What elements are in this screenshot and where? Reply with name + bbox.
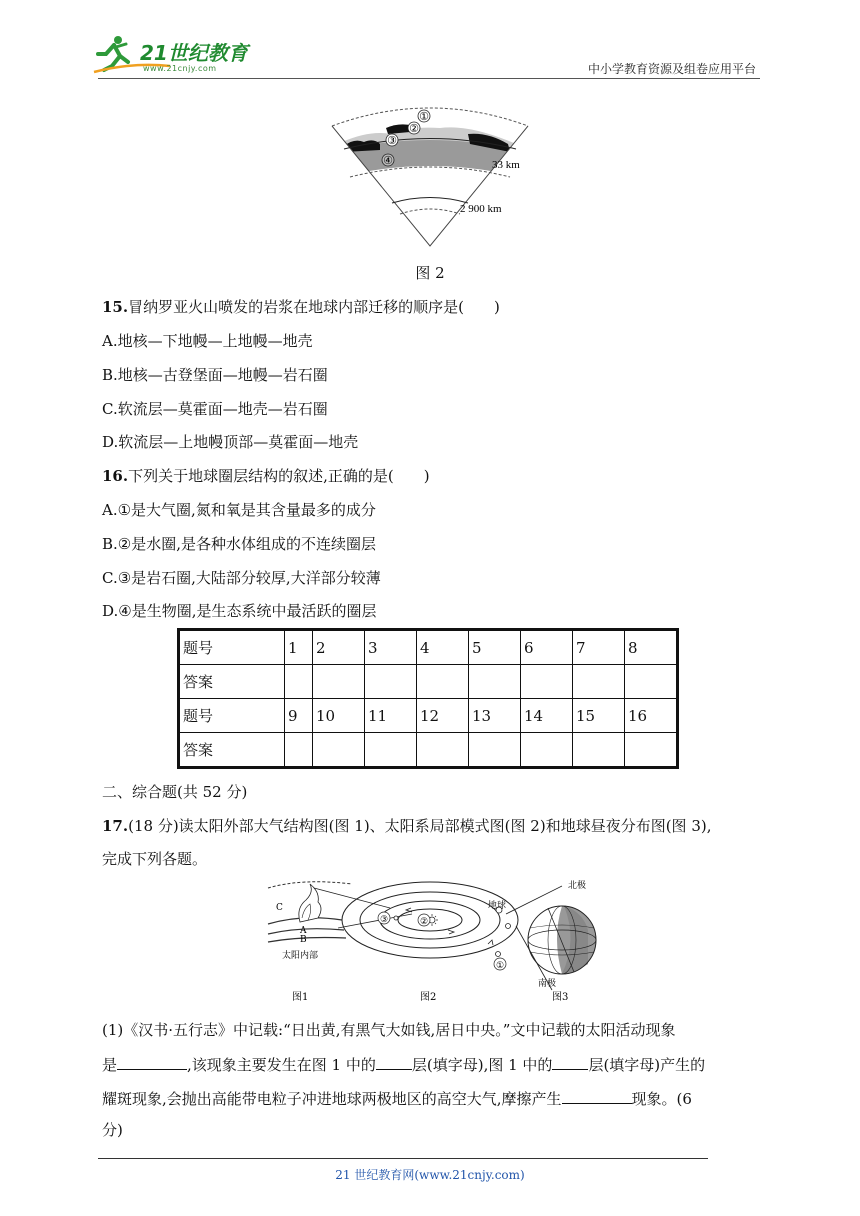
point-1-label: ① xyxy=(495,961,505,971)
q15-option-b: B.地核—古登堡面—地幔—岩石圈 xyxy=(102,366,328,384)
figure1-caption: 图1 xyxy=(292,992,309,1003)
depth-33-label: 33 km xyxy=(492,159,520,171)
question-number-cell: 13 xyxy=(469,699,521,733)
footer-text[interactable]: 21 世纪教育网(www.21cnjy.com) xyxy=(335,1168,525,1182)
answer-cell[interactable] xyxy=(625,733,678,768)
logo-text: 21世纪教育 xyxy=(140,41,248,65)
answer-cell[interactable] xyxy=(285,665,313,699)
label-south-pole: 南极 xyxy=(538,979,557,989)
question-number-cell: 2 xyxy=(313,630,365,665)
question-number-cell: 8 xyxy=(625,630,678,665)
q16-number: 16. xyxy=(102,467,129,485)
question-number-cell: 14 xyxy=(521,699,573,733)
answer-cell[interactable] xyxy=(521,733,573,768)
answer-cell[interactable] xyxy=(365,733,417,768)
q15-number: 15. xyxy=(102,298,129,316)
header-divider xyxy=(98,78,760,79)
question-number-cell: 7 xyxy=(573,630,625,665)
q17-number: 17. xyxy=(102,817,129,835)
answer-blank-1[interactable] xyxy=(117,1053,187,1070)
q17-sub1-text-e: 耀斑现象,会抛出高能带电粒子冲进地球两极地区的高空大气,摩擦产生 xyxy=(102,1090,562,1108)
answer-cell[interactable] xyxy=(521,665,573,699)
question-number-cell: 11 xyxy=(365,699,417,733)
depth-2900-label: 2 900 km xyxy=(460,203,502,215)
answer-blank-2[interactable] xyxy=(376,1053,412,1070)
question-number-cell: 1 xyxy=(285,630,313,665)
answer-table xyxy=(177,628,679,769)
figure2-sub-caption: 图2 xyxy=(420,992,437,1003)
row-label-question-number: 题号 xyxy=(179,630,285,665)
q15-stem xyxy=(102,297,500,317)
answer-cell[interactable] xyxy=(573,733,625,768)
q17-intro-line1 xyxy=(102,816,712,836)
layer-label-3-text: ③ xyxy=(387,134,397,147)
row-label-answer: 答案 xyxy=(179,665,285,699)
label-north-pole: 北极 xyxy=(568,881,587,891)
q17-sub1-line4: 分) xyxy=(102,1121,123,1139)
logo-url: www.21cnjy.com xyxy=(143,64,217,73)
q17-sub1-text-d: 层(填字母)产生的 xyxy=(588,1056,706,1074)
question-number-cell: 5 xyxy=(469,630,521,665)
answer-cell[interactable] xyxy=(313,665,365,699)
q16-option-d: D.④是生物圈,是生态系统中最活跃的圈层 xyxy=(102,602,377,620)
answer-cell[interactable] xyxy=(417,665,469,699)
question-number-cell: 15 xyxy=(573,699,625,733)
label-b: B xyxy=(300,935,307,945)
page-header xyxy=(0,0,860,80)
earth-layers-figure xyxy=(330,104,530,249)
table-row xyxy=(179,665,678,699)
figure3-caption: 图3 xyxy=(552,992,569,1003)
table-row xyxy=(179,699,678,733)
answer-cell[interactable] xyxy=(417,733,469,768)
q17-intro-line2: 完成下列各题。 xyxy=(102,850,208,868)
answer-cell[interactable] xyxy=(365,665,417,699)
question-number-cell: 10 xyxy=(313,699,365,733)
solar-system-diagram xyxy=(342,882,518,971)
layer-label-2-text: ② xyxy=(409,122,419,135)
q17-sub1-text-c: 层(填字母),图 1 中的 xyxy=(411,1056,553,1074)
answer-cell[interactable] xyxy=(625,665,678,699)
answer-blank-4[interactable] xyxy=(562,1087,632,1104)
q15-option-c: C.软流层—莫霍面—地壳—岩石圈 xyxy=(102,400,328,418)
q15-option-a: A.地核—下地幔—上地幔—地壳 xyxy=(102,332,313,350)
question-number-cell: 9 xyxy=(285,699,313,733)
table-row xyxy=(179,733,678,768)
q17-sub1-line1: (1)《汉书·五行志》中记载:“日出黄,有黑气大如钱,居日中央。”文中记载的太阳活动现象 xyxy=(102,1021,676,1039)
footer-divider xyxy=(98,1158,708,1159)
question-number-cell: 4 xyxy=(417,630,469,665)
row-label-question-number: 题号 xyxy=(179,699,285,733)
earth-day-night-diagram xyxy=(506,879,596,990)
layer-label-1-text: ① xyxy=(419,110,429,123)
answer-cell[interactable] xyxy=(285,733,313,768)
question-number-cell: 12 xyxy=(417,699,469,733)
point-3-label: ③ xyxy=(379,915,389,925)
q15-option-d: D.软流层—上地幔顶部—莫霍面—地壳 xyxy=(102,433,359,451)
layer-label-4-text: ④ xyxy=(383,154,393,167)
question-number-cell: 6 xyxy=(521,630,573,665)
q17-sub1-line2 xyxy=(102,1053,705,1075)
q17-intro-text: (18 分)读太阳外部大气结构图(图 1)、太阳系局部模式图(图 2)和地球昼夜分布图(图 3), xyxy=(128,817,712,835)
answer-cell[interactable] xyxy=(469,665,521,699)
answer-blank-3[interactable] xyxy=(552,1053,588,1070)
header-platform-text: 中小学教育资源及组卷应用平台 xyxy=(587,62,756,76)
label-a: A xyxy=(300,926,307,936)
row-label-answer: 答案 xyxy=(179,733,285,768)
label-c: C xyxy=(276,903,283,913)
label-earth: 地球 xyxy=(488,901,507,911)
q16-stem-text: 下列关于地球圈层结构的叙述,正确的是( ) xyxy=(128,467,430,485)
point-2-label: ② xyxy=(419,917,429,927)
sun-atmosphere-diagram xyxy=(268,882,352,961)
label-sun-interior: 太阳内部 xyxy=(282,951,319,961)
q16-option-c: C.③是岩石圈,大陆部分较厚,大洋部分较薄 xyxy=(102,569,381,587)
answer-cell[interactable] xyxy=(313,733,365,768)
q17-sub1-text-b: ,该现象主要发生在图 1 中的 xyxy=(187,1056,376,1074)
q15-stem-text: 冒纳罗亚火山喷发的岩浆在地球内部迁移的顺序是( ) xyxy=(128,298,500,316)
q17-sub1-text-a: 是 xyxy=(102,1056,118,1074)
q17-sub1-line3 xyxy=(102,1087,692,1109)
answer-cell[interactable] xyxy=(573,665,625,699)
question-number-cell: 16 xyxy=(625,699,678,733)
table-row xyxy=(179,630,678,665)
q16-option-a: A.①是大气圈,氮和氧是其含量最多的成分 xyxy=(102,501,376,519)
q16-stem xyxy=(102,466,430,486)
answer-cell[interactable] xyxy=(469,733,521,768)
figure2-caption: 图 2 xyxy=(415,264,445,282)
section2-heading: 二、综合题(共 52 分) xyxy=(102,783,248,801)
question-number-cell: 3 xyxy=(365,630,417,665)
sun-solar-system-earth-figure xyxy=(262,878,607,1004)
q16-option-b: B.②是水圈,是各种水体组成的不连续圈层 xyxy=(102,535,377,553)
q17-sub1-text-f: 现象。(6 xyxy=(631,1090,692,1108)
